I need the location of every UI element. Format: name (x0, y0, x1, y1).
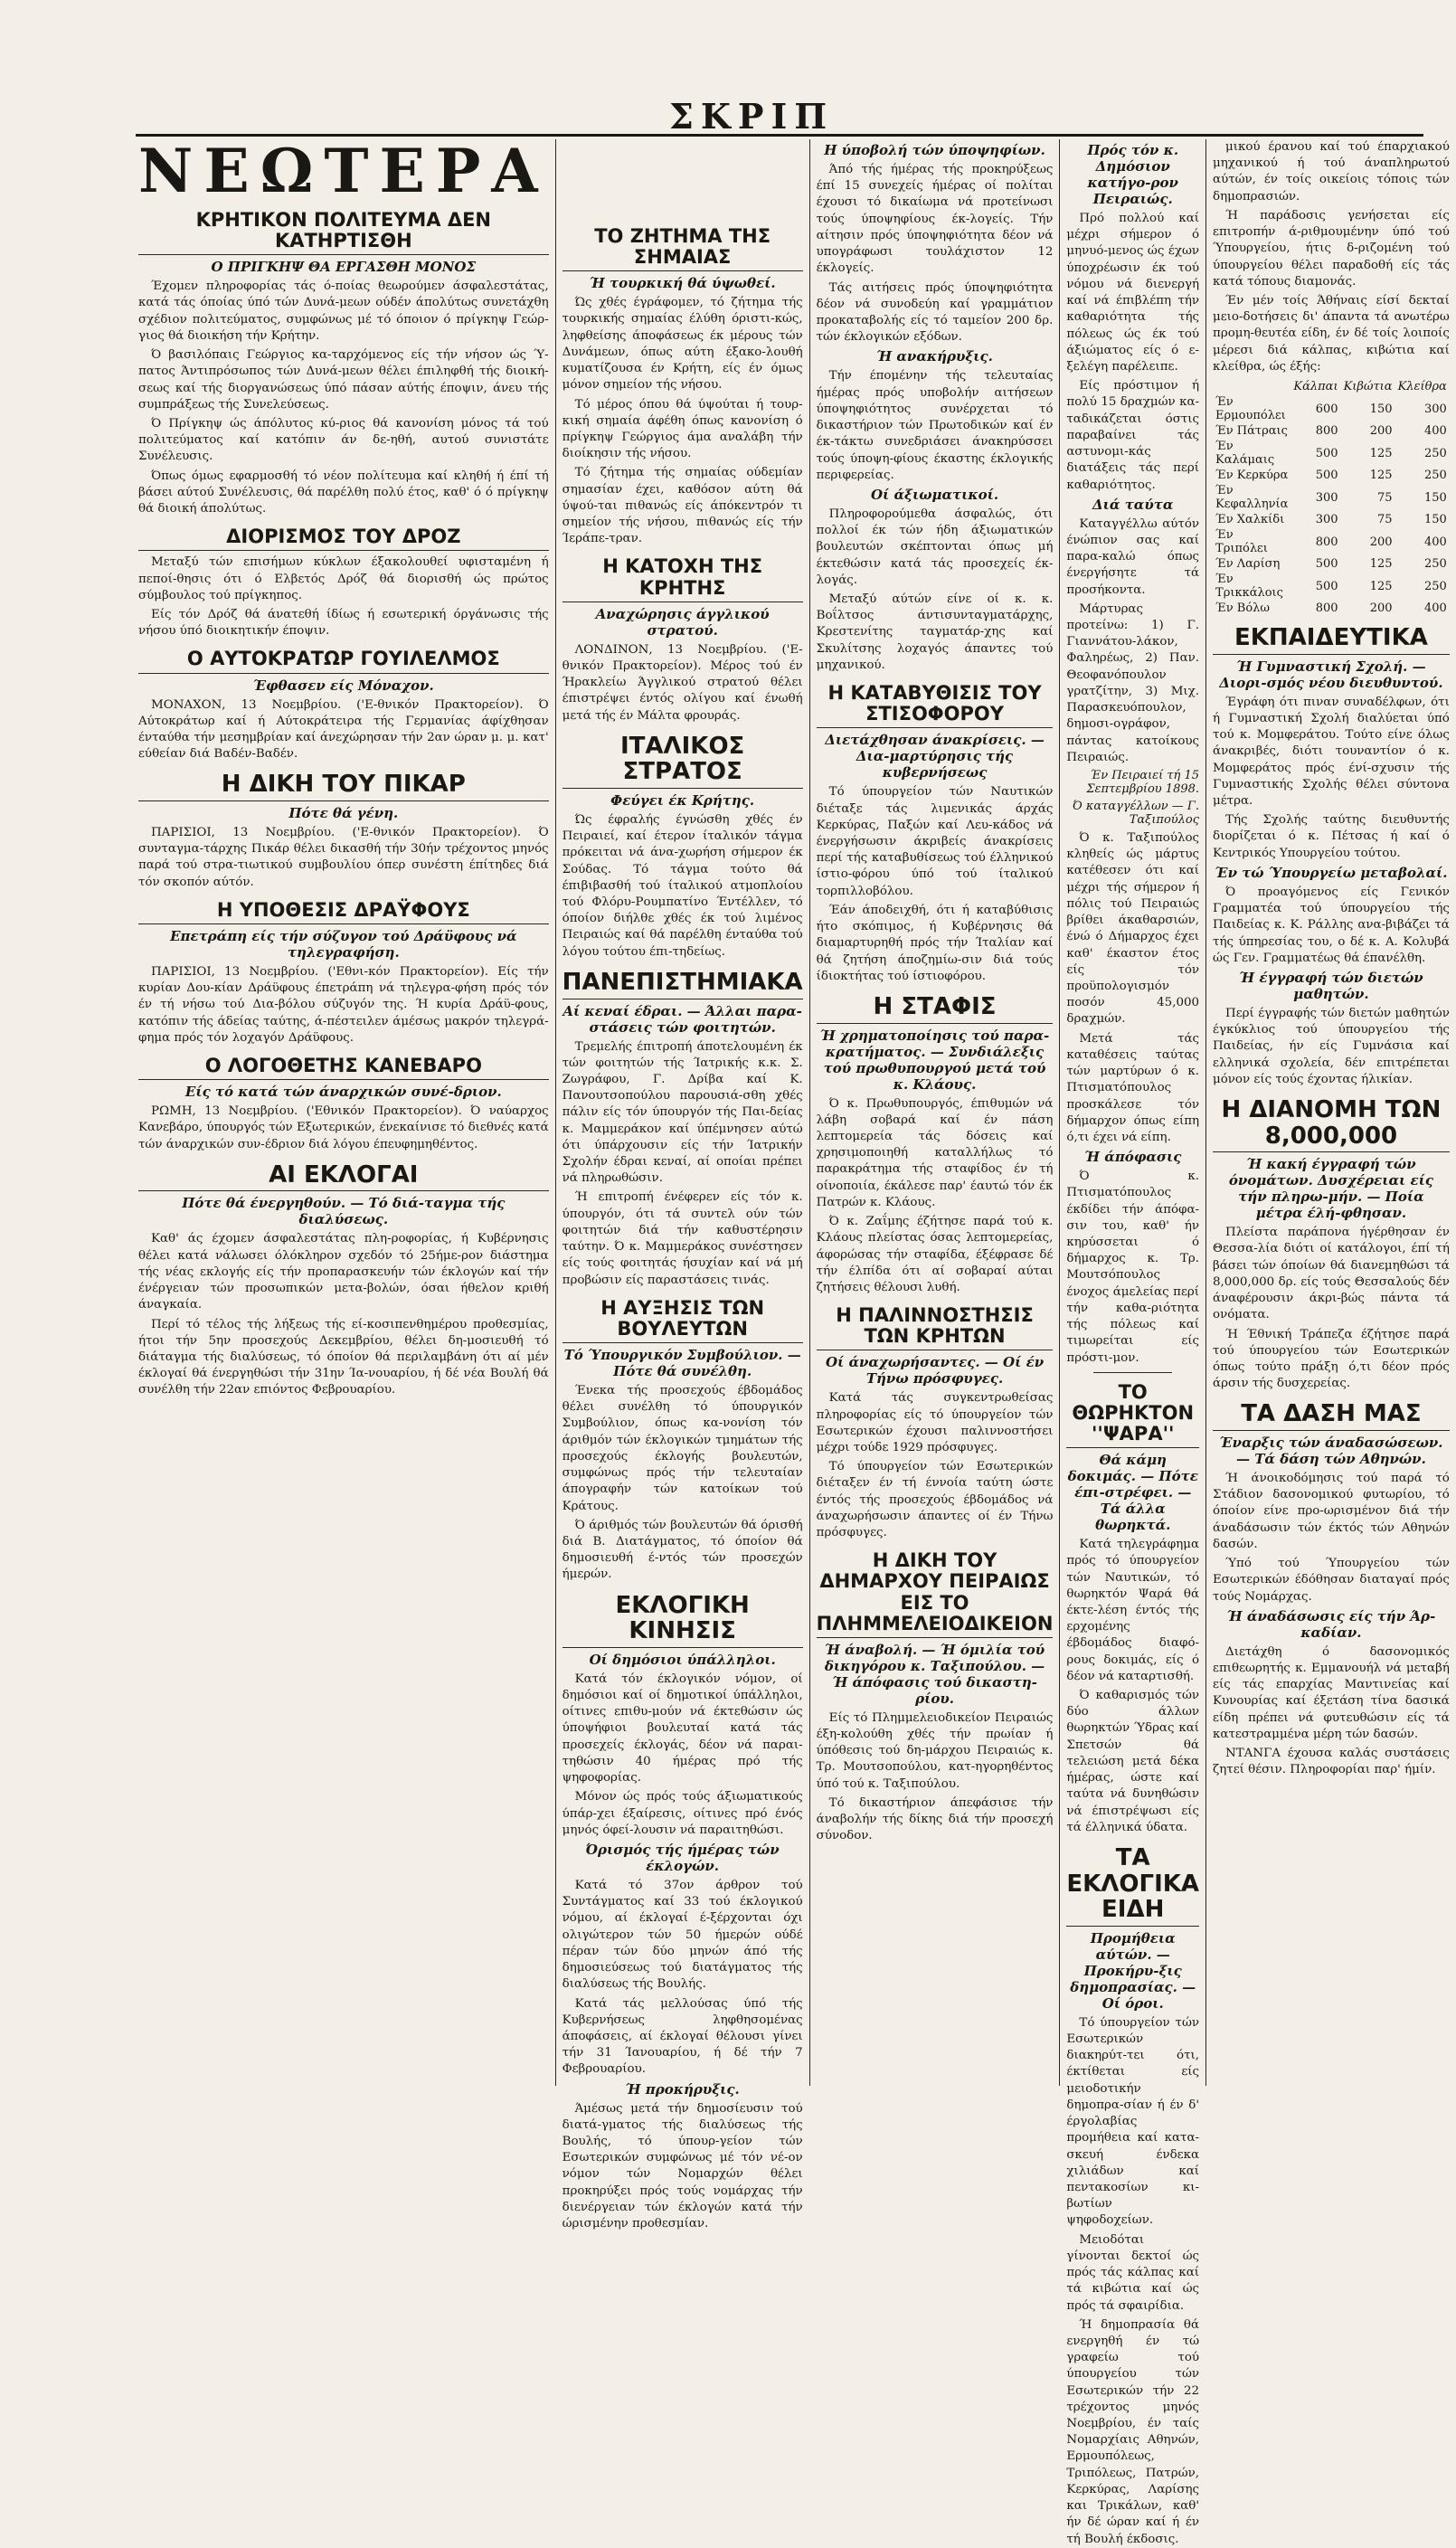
table-cell: 400 (1424, 535, 1447, 549)
paragraph: Τό ύπουργείον τών Εσωτερικών διακηρύτ-τει ότι, έκτίθεται είς μειοδοτικήν δημοπρα-σίαν ή έν δ' έργολαβίας προμήθεια καί κατα-σκευή ένδεκα χιλιάδων καί πεντακοσίων κι-βωτίων ψηφοδοχείων. (1066, 2015, 1200, 2228)
headline-repatriation: Η ΠΑΛΙΝΝΟΣΤΗΣΙΣ ΤΩΝ ΚΡΗΤΩΝ (817, 1305, 1054, 1350)
subhead: Όρισμός τής ήμέρας τών έκλογών. (585, 1841, 780, 1874)
table-cell: 300 (1315, 490, 1338, 505)
subhead: Ή τουρκική θά ύψωθεί. (589, 275, 776, 292)
paragraph: Ό κ. Πτισματόπουλος έκδίδει τήν άπόφα-σιν του, καθ' ήν κηρύσσεται ό δήμαρχος κ. Τρ. Μουτσόπουλος ένοχος άμελείας περί τήν καθα-ριότητα τής πόλεως καί τιμωρείται είς πρόστι-μον. (1066, 1170, 1200, 1365)
paragraph: Ύπό τού Ύπουργείου τών Εσωτερικών έδόθησαν διαταγαί πρός τούς Νομάρχας. (1213, 1557, 1450, 1604)
paragraph: Ώς έφραλής έγνώσθη χθές έν Πειραιεί, καί έτερον ίταλικόν τάγμα πρόκειται νά άνα-χωρήση σήμερον έκ Σούδας. Τό τάγμα τούτο θά έπιβιβασθή τού ίταλικού ατμοπλοίου τού Φλόρυ-Ρουμπατίνο Έντέλλεν, τό όποίον διήλθε χθές έκ τού λιμένος Πειραιώς καί θά παρέλθη ένταύθα τού λόγου τούτου έπι-τηδείως. (562, 812, 803, 959)
paragraph: Τό μέρος όπου θά ύψούται ή τουρ-κική σημαία άφέθη όπως κανονίση ό πρίγκηψ Γεώργιος άμα αναλάβη τήν διοίκησιν τής νήσου. (562, 397, 803, 461)
table-cell: Έν Χαλκίδι (1215, 513, 1285, 527)
paragraph: Πρό πολλού καί μέχρι σήμερον ό μηνυό-μενος ώς έχων ύποχρέωσιν έκ τού νόμου νά διενεργή καί νά έπιβλέπη τήν καθαριότητα τής πόλεως ώς έκ τού άξιώματος είς ό ε-ξελέγη παρέλειπε. (1066, 212, 1200, 374)
table-cell: 400 (1424, 601, 1447, 616)
table-header-row (1213, 379, 1450, 394)
paragraph: Τρεμελής έπιτροπή άποτελουμένη έκ τών φοιτητών τής Ίατρικής κ.κ. Σ. Ζωγράφου, Γ. Δρίβα καί Κ. Πανουτσοπούλου παρουσιά-σθη χθές πάλιν είς τόν ύπουργόν τής Παι-δείας κ. Μαμμεράκον καί ύπέμνησεν αύτώ ότι ύπάρχουσιν είς τήν Ίατρικήν Σχολήν έδραι κεναί, αί οποίαι πρέπει νά πληρωθώσιν. (562, 1039, 803, 1186)
paragraph: μικού έρανου καί τού έπαρχιακού μηχανικού ή τού άναπληρωτού αύτών, έν τοίς οικείοις τόποις τών δημοπρασιών. (1213, 140, 1450, 204)
table-cell: 150 (1424, 513, 1447, 527)
paragraph: Άπό τής ήμέρας τής προκηρύξεως έπί 15 συνεχείς ήμέρας οί πολίται έχουσι τό δικαίωμα νά προτείνωσι τούς ύποψηφίους έκ-λογείς. Τήν αίτησιν πρός ύποψηφιότητα δέον νά υπογράφωσι τουλάχιστον 12 έκλογείς. (816, 163, 1054, 276)
paragraph: ΠΑΡΙΣΙΟΙ, 13 Νοεμβρίου. ('Ε-θνικόν Πρακτορείον). Ό συνταγμα-τάρχης Πικάρ θέλει δικασθή τήν 30ήν τρέχοντος μηνός παρά τού στρα-τιωτικού συμβουλίου όπερ συνέστη έπίτηδες διά τόν σκοπόν αύτόν. (138, 826, 549, 889)
headline-psara: ΤΟ ΘΩΡΗΚΤΟΝ ''ΨΑΡΑ'' (1066, 1382, 1199, 1448)
paragraph: Έγράφη ότι πιναν συναδέλφων, ότι ή Γυμναστική Σχολή διαλύεται ύπό τού κ. Μομφεράτου. Τούτο είνε όλως άνακριβές, διότι τουναντίον ό κ. Μομφεράτος πρός ένί-σχυσιν τής Γυμναστικής Σχολής θέλει σύντονα μέτρα. (1213, 695, 1450, 808)
paragraph: Μετά τάς καταθέσεις ταύτας τών μαρτύρων ό κ. Πτισματόπουλος προσκάλεσε τόν δήμαρχον όπως είπη ό,τι έχει νά είπη. (1066, 1031, 1200, 1144)
table-header: Κλείθρα (1397, 380, 1447, 394)
table-cell: Έν Τριπόλει (1215, 528, 1268, 556)
signature: Ό καταγγέλλων — Γ. Ταξιπούλος (1072, 800, 1200, 827)
table-cell: 125 (1369, 579, 1393, 593)
subhead: Έφθασεν είς Μόναχον. (252, 677, 434, 694)
table-row (1213, 439, 1450, 468)
subhead: Τό Ύπουργικόν Συμβούλιον. — Πότε θά συνέλθη. (563, 1346, 801, 1379)
subhead: Διετάχθησαν άνακρίσεις. — Δια-μαρτύρησις τής κυβερνήσεως (825, 732, 1045, 781)
table-row (1213, 572, 1450, 601)
table-cell: 300 (1315, 513, 1338, 527)
paragraph: Ή παράδοσις γενήσεται είς επιτροπήν ά-ριθμουμένην ύπό τού Ύπουργείου, ήτις δ-ριζομένη τού ύπουργείου θέλει παραδοθή είς τάς κατά τόπους διαμονάς. (1213, 208, 1450, 289)
paragraph: Τής Σχολής ταύτης διευθυντής διορίζεται ό κ. Πέτσας ή καί ό Κεντρικός Υπουργείου τούτου. (1213, 813, 1450, 860)
paragraph: Είς τό Πλημμελειοδικείον Πειραιώς έξη-κολούθη χθές τήν πρωίαν ή ύπόθεσις τού δη-μάρχου Πειραιώς κ. Τρ. Μουτσοπούλου, κατ-ηγορηθέντος ύπό τού κ. Ταξιπούλου. (816, 1710, 1054, 1791)
table-cell: 75 (1377, 513, 1393, 527)
subhead: Αναχώρησις άγγλικού στρατού. (595, 605, 770, 639)
table-cell: 800 (1315, 601, 1338, 616)
paragraph: Άμέσως μετά τήν δημοσίευσιν τού διατά-γματος τής διαλύσεως τής Βουλής, τό ύπουρ-γείον τών Εσωτερικών συμφώνως μέ τόν νέ-ον νόμον τών Νομαρχών θέλει προκηρύξει πρός τούς νομάρχας τήν διενέργειαν τών έκλογών κατά τήν ώρισμένην προθεσμίαν. (562, 2101, 803, 2231)
paragraph: Ό κ. Ζαΐμης έζήτησε παρά τού κ. Κλάους πλείστας όσας λεπτομερείας, άφορώσας τήν σταφίδα, έξέφρασε δέ τήν έλπίδα ότι αί σοβαραί αύται ζητήσεις θέλουσι λυθή. (816, 1215, 1054, 1294)
column-1 (132, 136, 556, 2086)
table-header (1213, 379, 1291, 394)
table-cell: 300 (1424, 402, 1447, 416)
subhead: Πότε θά γένη. (288, 805, 399, 821)
table-row (1213, 601, 1450, 616)
subhead: Ή άναδάσωσις είς τήν Άρ-καδίαν. (1226, 1607, 1436, 1641)
subhead: Πότε θά ένεργηθούν. — Τό διά-ταγμα τής διαλύσεως. (182, 1195, 506, 1228)
paragraph: Ή επιτροπή ένέφερεν είς τόν κ. ύπουργόν, ότι τά συντελ ούν τών φοιτητών διά τήν καθυστέρησιν ταύτην. Ό κ. Μαμμεράκος συνέστησεν είς τούς φοιτητάς ήσυχίαν καί νά μή προβώσιν είς παραστάσεις τινάς. (562, 1190, 803, 1287)
table-row (1213, 527, 1450, 556)
columns (132, 136, 1450, 2546)
subhead: Προμήθεια αύτών. — Προκήρυ-ξις δημοπρασίας. — Οί όροι. (1070, 1929, 1196, 2012)
headline-university: ΠΑΝΕΠΙΣΤΗΜΙΑΚΑ (563, 970, 803, 999)
subhead: Έν τώ Ύπουργείω μεταβολαί. (1215, 864, 1448, 881)
paragraph: Έν μέν τοίς Άθήναις είσί δεκταί μειο-δοτήσεις δι' άπαντα τά ανωτέρω προμη-θευτέα είδη, έν δέ τοίς λοιποίς μέρεσι διά κάλπας, κιβώτια καί κλείθρα, ώς έξής: (1213, 293, 1450, 374)
paragraph: ΡΩΜΗ, 13 Νοεμβρίου. ('Εθνικόν Πρακτορείον). Ό ναύαρχος Κανεβάρο, ύπουργός τών Εξωτερικών, ένεκαίνισε τό διεθνές κατά τών άναρχικών συν-έδριον διά λόγου έπευφημηθέντος. (138, 1104, 549, 1151)
subhead: Ή ανακήρυξις. (876, 348, 993, 365)
paragraph: ΜΟΝΑΧΟΝ, 13 Νοεμβρίου. ('Ε-θνικόν Πρακτορείον). Ό Αύτοκράτωρ καί ή Αύτοκράτειρα τής Γερμανίας άφίχθησαν ένταύθα τήν μεσημβρίαν καί άνεχώρησαν τήν 2αν ώραν μ. μ. κατ' εύθείαν διά Βαδέν-Βαδέν. (138, 697, 549, 762)
subhead: Πρός τόν κ. Δημόσιον κατήγο-ρον Πειραιώς. (1087, 142, 1179, 207)
paragraph: Περί τό τέλος τής λήξεως τής εί-κοσιπενθημέρου προθεσμίας, ήτοι τήν 5ην προσεχούς Δεκεμβρίου, θέλει δη-μοσιευθή τό διάταγμα τής διαλύσεως, τό όποίον θά περιλαμβάνη ότι αί μέν έκλογαί θά ένεργηθώσι τήν 31ην Ία-νουαρίου, ή δέ νέα Βουλή θά συνέλθη τήν 22αν επιόντος Φεβρουαρίου. (138, 1317, 549, 1397)
paragraph: Τήν έπομένην τής τελευταίας ήμέρας πρός υποβολήν αιτήσεων ύποψηφιότητος συνέρχεται τό δικαστήριον τών Πρωτοδικών καί έν έκ-τάκτω συνεδριάσει άνακηρύσσει τούς ύποψη-φίους έκαστης έκλογικής περιφερείας. (816, 369, 1054, 482)
headline-distribution: Η ΔΙΑΝΟΜΗ ΤΩΝ 8,000,000 (1213, 1097, 1450, 1152)
paragraph: Τάς αιτήσεις πρός ύποψηφιότητα δέον νά συνοδεύη καί γραμμάτιον προκαταβολής είς τό ταμείον 200 δρ. τών έκλογικών εξόδων. (816, 280, 1054, 345)
headline-deputies: Η ΑΥΞΗΣΙΣ ΤΩΝ ΒΟΥΛΕΥΤΩΝ (563, 1298, 803, 1343)
column-3 (810, 139, 1061, 2086)
paragraph: Ένεκα τής προσεχούς έβδομάδος θέλει συνέλθη τό ύπουργικόν Συμβούλιον, όπως κα-νονίση τόν άριθμόν τών έκλογικών τμημάτων τής προσεχούς έκλογής βουλευτών, συμφώνως πρός τήν τελευταίαν άπογραφήν τών κατοίκων τού Κράτους. (562, 1383, 803, 1513)
table-cell: Έν Καλάμαις (1215, 440, 1275, 468)
table-header: Κιβώτια (1343, 380, 1393, 394)
paragraph: Είς πρόστιμον ή πολύ 15 δραχμών κα-ταδικάζεται όστις παραβαίνει τάς αστυνομι-κάς διατάξεις τάς περί καθαριότητος. (1066, 379, 1200, 492)
table-cell: Έν Πάτραις (1215, 424, 1288, 439)
headline-mayor-trial: Η ΔΙΚΗ ΤΟΥ ΔΗΜΑΡΧΟΥ ΠΕΙΡΑΙΩΣ ΕΙΣ ΤΟ ΠΛΗΜΜΕΛΕΙΟΔΙΚΕΙΟΝ (817, 1550, 1054, 1637)
table-cell: Έν Βόλω (1215, 601, 1270, 616)
paragraph: Ή Έθνική Τράπεζα έζήτησε παρά τού ύπουργείου τών Εσωτερικών όπως τούτο πράξη ό,τι δέον πρός άρσιν τής δυσχερείας. (1213, 1327, 1450, 1391)
subhead: Ή έγγραφή τών διετών μαθητών. (1239, 969, 1423, 1002)
paragraph: Μεταξύ αύτών είνε οί κ. κ. Βοΐλτσος άντισυνταγματάρχης, Κρεστενίτης ταγματάρ-χης καί Σκυλίτσης λοχαγός άπαντες τού μηχανικού. (816, 592, 1054, 672)
subhead: Ή Γυμναστική Σχολή. — Διορι-σμός νέου διευθυντού. (1219, 658, 1443, 691)
table-cell: 500 (1315, 579, 1338, 593)
table-cell: 250 (1424, 446, 1447, 460)
paragraph: Ό Πρίγκηψ ώς άπόλυτος κύ-ριος θά κανονίση μόνος τά τού πολιτεύματος καί κατόπιν άν δε-ηθή, αυτού συνιστάτε Συνέλευσις. (138, 416, 549, 464)
paragraph: ΛΟΝΔΙΝΟΝ, 13 Νοεμβρίου. ('Ε-θνικόν Πρακτορείον). Μέρος τού έν Ήρακλείω Άγγλικού στρατού θέλει έπιστρέψει έντός ολίγου καί ένωθή μετά τής έν Μάλτα φρουράς. (562, 642, 803, 723)
paragraph: Μειοδόται γίνονται δεκτοί ώς πρός τάς κάλπας καί τά κιβώτια καί ώς πρός τά σφαιρίδια. (1066, 2232, 1200, 2313)
paragraph: Ό κ. Πρωθυπουργός, έπιθυμών νά λάβη σοβαρά καί έν πάση λεπτομερεία τάς δόσεις καί χρησιμοποιηθή καταλλήλως τό παρακράτημα τής σταφίδος έν τή οίνοποιία, έκάλεσε παρ' έαυτώ τόν έκ Πατρών κ. Κλάους. (816, 1096, 1054, 1209)
subhead: Έναρξις τών άναδασώσεων. — Τά δάση τών Αθηνών. (1219, 1435, 1443, 1467)
subhead: Ή κακή έγγραφή τών όνομάτων. Δυσχέρειαι είς τήν πληρω-μήν. — Ποία μέτρα έλή-φθησαν. (1228, 1156, 1434, 1222)
paragraph: Τό ύπουργείον τών Εσωτερικών διέταξεν έν τή έννοία ταύτη ώστε έντός τής προσεχούς έβδομάδος νά άναχωρήσωσιν άπαντες οί έν Τήνω πρόσφυγες. (816, 1460, 1054, 1540)
subhead: Φεύγει έκ Κρήτης. (610, 791, 755, 809)
paragraph: ΠΑΡΙΣΙΟΙ, 13 Νοεμβρίου. ('Εθνι-κόν Πρακτορείον). Είς τήν κυρίαν Δου-κίαν Δράϋφους έπετράπη νά τηλεγρα-φήση πρός τόν έν τή νήσω τού Δια-βόλου σύζυγόν της. Ή κυρία Δράϋ-φους, κατόπιν τής άδείας ταύτης, ά-πέστειλεν άμέσως μακρόν τηλεγρά-φημα πρός τόν λοχαγόν Δράϋφους. (138, 964, 549, 1045)
subhead: Επετράπη είς τήν σύζυγον τού Δράϋφους νά τηλεγραφήση. (170, 927, 517, 961)
table-cell: 800 (1315, 424, 1338, 439)
dateline: Έν Πειραιεί τή 15 Σεπτεμβρίου 1898. (1086, 769, 1200, 796)
divider (1093, 1372, 1172, 1373)
paragraph: Διετάχθη ό δασονομικός επιθεωρητής κ. Εμμανουήλ νά μεταβή είς τάς επαρχίας Μαντινείας καί Κυνουρίας καί έξετάση τίνα δασικά είδη πρέπει νά φυτευθώσιν είς τά κατεστραμμένα μέρη τών δασών. (1213, 1644, 1450, 1741)
table-cell: 800 (1315, 535, 1338, 549)
subhead: Θά κάμη δοκιμάς. — Πότε έπι-στρέφει. — Τά άλλα θωρηκτά. (1067, 1452, 1198, 1534)
table-cell: 500 (1315, 446, 1338, 460)
classified-ad: ΝΤΑΝΓΑ έχουσα καλάς συστάσεις ζητεί θέσιν. Πληροφορίαι παρ' ήμίν. (1213, 1747, 1450, 1777)
table-row (1213, 512, 1450, 527)
paragraph: Ό προαγόμενος είς Γενικόν Γραμματέα τού ύπουργείου τής Παιδείας κ. Κ. Ράλλης ανα-βιβάζει τά τής ύπηρεσίας του, ο δέ κ. Α. Κολυβά ώς Γεν. Γραμματέως θά έπανέλθη. (1213, 885, 1450, 965)
column-2 (556, 139, 810, 2231)
paragraph: Τό δικαστήριον άπεφάσισε τήν άναβολήν τής δίκης διά τήν προσεχή σύνοδον. (816, 1795, 1054, 1843)
headline-droz: ΔΙΟΡΙΣΜΟΣ ΤΟΥ ΔΡΟΖ (138, 526, 549, 551)
subhead: Διά ταύτα (1092, 496, 1174, 513)
subhead: Είς τό κατά τών άναρχικών συνέ-δριον. (184, 1084, 502, 1101)
paragraph: Είς τόν Δρόζ θά άνατεθή ίδίως ή εσωτερική όργάνωσις τής νήσου ύπό διοικητικήν έποψιν. (138, 608, 549, 639)
table-row (1213, 394, 1450, 423)
paragraph: Ώς χθές έγράφομεν, τό ζήτημα τής τουρκικής σημαίας έλύθη όριστι-κώς, ληφθείσης άποφάσεως έκ μέρους τών Δυνάμεων, όπως αύτη έξακο-λουθή κυματίζουσα έν Κρήτη, είς έν όμως μόνον σημείον τής νήσου. (562, 296, 803, 393)
table-cell: 250 (1424, 557, 1447, 572)
table-cell: 400 (1424, 424, 1447, 439)
table-cell: 250 (1424, 579, 1447, 593)
headline-election-supplies: ΤΑ ΕΚΛΟΓΙΚΑ ΕΙΔΗ (1066, 1845, 1199, 1927)
paragraph: Ή δημοπρασία θά ενεργηθή έν τώ γραφείω τού ύπουργείου τών Εσωτερικών τήν 22 τρέχοντος μηνός Νοεμβρίου, έν ταίς Νομαρχίαις Αθηνών, Ερμουπόλεως, Τριπόλεως, Πατρών, Κερκύρας, Λαρίσης και Τρικάλων, καθ' ήν δέ ώραν καί ή έν τή Βουλή έκδοσις. (1066, 2317, 1200, 2546)
table-row (1213, 468, 1450, 483)
subhead: Οί άναχωρήσαντες. — Οί έν Τήνω πρόσφυγες. (825, 1354, 1045, 1388)
table-row (1213, 483, 1450, 512)
table-header: Κάλπαι (1293, 380, 1338, 394)
paragraph: Ό κ. Ταξιπούλος κληθείς ώς μάρτυς κατέθεσεν ότι καί μέχρι τής σήμερον ή πόλις τού Πειραιώς βρίθει άκαθαρσιών, ένώ ό Δήμαρχος έχει καθ' έκαστον έτος είς τόν προϋπολογισμόν ποσόν 45,000 δραχμών. (1066, 831, 1200, 1027)
headline-canevaro: Ο ΛΟΓΟΘΕΤΗΣ ΚΑΝΕΒΑΡΟ (138, 1056, 549, 1080)
table-row (1213, 556, 1450, 572)
table-cell: 125 (1369, 446, 1393, 460)
paragraph: Καθ' άς έχομεν άσφαλεστάτας πλη-ροφορίας, ή Κυβέρνησις θέλει κατά νάλωσει όλόκληρον σχεδόν τό 25ήμε-ρον διάστημα τής νέας εκλογής είς τήν προπαρασκευήν τών έκλογών καί τήν ένέργειαν τών προσωπικών μετα-βολών, όσαι ήθελον κριθή άναγκαία. (138, 1232, 549, 1312)
paragraph: Κατά τάς συγκεντρωθείσας πληροφορίας είς τό ύπουργείον τών Εσωτερικών έχουσι παλιννοστήσει μέχρι τούδε 1929 πρόσφυγες. (816, 1391, 1054, 1454)
subhead: Ή άναβολή. — Ή όμιλία τού δικηγόρου κ. Ταξιπούλου. — Ή άπόφασις τού δικαστη-ρίου. (824, 1641, 1045, 1707)
headline-dreyfus: Η ΥΠΟΘΕΣΙΣ ΔΡΑΫΦΟΥΣ (138, 900, 549, 924)
table-cell: 500 (1315, 557, 1338, 572)
section-title: ΝΕΩΤΕΡΑ (138, 136, 549, 206)
paragraph: Κατά τόν έκλογικόν νόμον, οί δημόσιοι καί οί δημοτικοί ύπάλληλοι, οίτινες επιθυ-μούν νά έκτεθώσιν ώς ύποψήφιοι βουλευταί κατά τάς προσεχείς έκλογάς, δέον νά παραι-τηθώσιν 40 ήμέρας πρό τής ψηφοφορίας. (562, 1672, 803, 1785)
headline-elections: ΑΙ ΕΚΛΟΓΑΙ (138, 1162, 549, 1192)
column-4 (1060, 139, 1206, 2546)
paragraph: Κατά τάς μελλούσας ύπό τής Κυβερνήσεως ληφθησομένας άποφάσεις, αί έκλογαί θέλουσι γίνει τήν 31 Ίανουαρίου, ή δέ τήν 7 Φεβρουαρίου. (562, 1996, 803, 2077)
paragraph: Ό βασιλόπαις Γεώργιος κα-ταρχόμενος είς τήν νήσον ώς Ύ-πατος Άντιπρόσωπος τών Δυνά-μεων θέλει έπιληφθή τής διοική-σεως καί τής διοργανώσεως ύπό πάσαν αύτής έποψιν, άνευ τής συμπράξεως τής Συνελεύσεως. (138, 348, 549, 412)
paragraph: Μόνον ώς πρός τούς άξιωματικούς ύπάρ-χει έξαίρεσις, οίτινες πρό ένός μηνός όφεί-λουσιν νά παραιτηθώσι. (562, 1790, 803, 1837)
headline-education: ΕΚΠΑΙΔΕΥΤΙΚΑ (1213, 625, 1450, 655)
headline-flag: ΤΟ ΖΗΤΗΜΑ ΤΗΣ ΣΗΜΑΙΑΣ (563, 226, 803, 271)
paragraph: Πλείστα παράπονα ήγέρθησαν έν Θεσσα-λία διότι οί κατάλογοι, έπί τή βάσει τών όποίων θά διανεμηθώσι τά 8,000,000 δρ. είς τούς Θεσσαλούς δέν άναφέρουσιν άκρι-βώς πάντα τά ονόματα. (1213, 1226, 1450, 1322)
paragraph: Καταγγέλλω αύτόν ένώπιον σας καί παρα-καλώ όπως ένεργήσητε τά προσήκοντα. (1066, 516, 1200, 597)
paragraph: Ό άριθμός τών βουλευτών θά όρισθή διά Β. Διατάγματος, τό όποίον θά δημοσιευθή έ-ντός τών προσεχών ήμερών. (562, 1518, 803, 1582)
subhead: Οί δημόσιοι ύπάλληλοι. (589, 1651, 776, 1668)
table-cell: 250 (1424, 469, 1447, 483)
paragraph: Μάρτυρας προτείνω: 1) Γ. Γιαννάτου-λάκον, Φαληρέως, 2) Παν. Θεοφανόπουλον γρατζίτην, 3) Μιχ. Παρασκευόπουλον, δημοσι-ογράφον, πάντας κατοίκους Πειραιώς. (1066, 601, 1200, 764)
table-cell: 200 (1369, 424, 1393, 439)
table-cell: 500 (1315, 469, 1338, 483)
paragraph: Μεταξύ τών επισήμων κύκλων έξακολουθεί υφισταμένη ή πεποί-θησις ότι ό Ελβετός Δρόζ θά διορισθή ώς πρώτος σύμβουλος τού πρίγκηπος. (138, 555, 549, 602)
table-cell: 600 (1315, 402, 1338, 416)
table-cell: 200 (1369, 601, 1393, 616)
column-5 (1206, 139, 1456, 2086)
paragraph: Έάν άποδειχθή, ότι ή καταβύθισις ήτο σκόπιμος, ή Κυβέρνησις θά διαμαρτυρηθή πρός τήν Ίταλίαν καί θά ζητήση άποζημίω-σιν διά τούς ίδιοκτήτας τού ίστιοφόρου. (816, 903, 1054, 983)
subhead: Οί άξιωματικοί. (870, 486, 999, 503)
subhead: Ή άπόφασις (1084, 1149, 1182, 1166)
table-cell: 75 (1377, 490, 1393, 505)
table-cell: 150 (1424, 490, 1447, 505)
subhead: Ή προκήρυξις. (625, 2080, 740, 2098)
headline-sinking: Η ΚΑΤΑΒΥΘΙΣΙΣ ΤΟΥ ΣΤΙΣΟΦΟΡΟΥ (817, 683, 1054, 728)
subhead: Αί κεναί έδραι. — Άλλαι παρα-στάσεις τών φοιτητών. (563, 1002, 802, 1036)
table-cell: Έν Κερκύρα (1215, 469, 1289, 483)
paragraph: Κατά τό 37ον άρθρον τού Συντάγματος καί 33 τού έκλογικού νόμου, αί έκλογαί έ-ξέρχονται όχι ολιγώτερον τών 50 ήμερών ούδέ πέραν τών δύο μηνών άπό τής δημοσιεύσεως τού διατάγματος τής διαλύσεως τής Βουλής. (562, 1878, 803, 1992)
paragraph: Όπως όμως εφαρμοσθή τό νέον πολίτευμα καί κληθή ή έπί τή βάσει αύτού Συνέλευσις, θά παρέλθη πολύ έτος, καθ' ό ό πρίγκηψ θά διοική άπολύτως. (138, 469, 549, 516)
headline-forests: ΤΑ ΔΑΣΗ ΜΑΣ (1213, 1401, 1450, 1431)
headline-kaiser: Ο ΑΥΤΟΚΡΑΤΩΡ ΓΟΥΙΛΕΛΜΟΣ (138, 649, 549, 673)
paragraph: Περί έγγραφής τών διετών μαθητών έγκύκλιος τού ύπουργείου τής Παιδείας, ήν είς Γυμνάσια καί ελληνικά σχολεία, δέν επιτρέπεται μόνον είς τούς έχοντας ήλικίαν. (1213, 1006, 1450, 1086)
subhead: Ή χρηματοποίησις τού παρα-κρατήματος. — Συνδιάλεξις τού πρωθυπουργού μετά τού κ. Κλάους. (819, 1027, 1050, 1093)
headline-cretan-polity: ΚΡΗΤΙΚΟΝ ΠΟΛΙΤΕΥΜΑ ΔΕΝ ΚΑΤΗΡΤΙΣΘΗ (138, 210, 549, 255)
table-cell: 200 (1369, 535, 1393, 549)
headline-currant: Η ΣΤΑΦΙΣ (817, 994, 1054, 1024)
table-cell: Έν Τρικκάλοις (1215, 573, 1283, 601)
table-cell: 125 (1369, 557, 1393, 572)
headline-picquart: Η ΔΙΚΗ ΤΟΥ ΠΙΚΑΡ (138, 772, 549, 801)
table-cell: Έν Κεφαλληνία (1215, 484, 1289, 512)
paragraph: Κατά τηλεγράφημα πρός τό ύπουργείον τών Ναυτικών, τό θωρηκτόν Ψαρά θά έκτε-λέση έντός τής ερχομένης έβδομάδος διαφό-ρους δοκιμάς, είς ό δέον νά καταρτισθή. (1066, 1538, 1200, 1683)
table-cell: Έν Λαρίση (1215, 557, 1281, 572)
table-cell: 125 (1369, 469, 1393, 483)
masthead: ΣΚΡΙΠ (669, 96, 835, 137)
supplies-table (1213, 379, 1450, 616)
headline-occupation: Η ΚΑΤΟΧΗ ΤΗΣ ΚΡΗΤΗΣ (563, 556, 803, 601)
subhead: Η ύποβολή τών ύποψηφίων. (824, 142, 1045, 158)
table-body (1213, 394, 1450, 616)
table-row (1213, 423, 1450, 439)
paragraph: Έχομεν πληροφορίας τάς ό-ποίας θεωρούμεν άσφαλεστάτας, κατά τάς όποίας ύπό τών Δυνά-μεων ούδέν άπολύτως συνετάχθη σχέδιον πολιτεύματος, συμφώνως μέ τό όποιον ό πρίγκηψ Γεώρ-γιος θά διοικήση τήν Κρήτην. (138, 279, 549, 343)
subhead: Ο ΠΡΙΓΚΗΨ ΘΑ ΕΡΓΑΣΘΗ ΜΟΝΟΣ (211, 259, 477, 276)
paragraph: Πληροφορούμεθα άσφαλώς, ότι πολλοί έκ τών ήδη άξιωματικών βουλευτών σκέπτονται όπως μή έκτεθώσιν κατά τάς προσεχείς έκ-λογάς. (816, 507, 1054, 587)
headline-election-movement: ΕΚΛΟΓΙΚΗ ΚΙΝΗΣΙΣ (563, 1593, 803, 1648)
headline-italian-army: ΙΤΑΛΙΚΟΣ ΣΤΡΑΤΟΣ (563, 734, 803, 789)
paragraph: Ό καθαρισμός τών δύο άλλων θωρηκτών Ύδρας καί Σπετσών θά τελειώση μετά δέκα ήμέρας, ώστε καί ταύτα νά δυνηθώσιν νά έπιστρέψωσι είς τά έλληνικά ύδατα. (1066, 1689, 1200, 1834)
paragraph: Ή άνοικοδόμησις τού παρά τό Στάδιον δασονομικού φυτωρίου, τό όποίον είνε προ-ωρισμένον διά τήν άναδάσωσιν τών έκτός τών Αθηνών δασών. (1213, 1472, 1450, 1551)
table-cell: Έν Ερμουπόλει (1215, 395, 1286, 423)
paragraph: Τό ζήτημα τής σημαίας ούδεμίαν σημασίαν έχει, καθόσον αύτη θά ύψού-ται πιθανώς είς άπόκεντρόν τι σημείον τής νήσου, πιθανώς είς τήν Ίεράπε-τραν. (562, 466, 803, 546)
paragraph: Τό ύπουργείον τών Ναυτικών διέταξε τάς λιμενικάς άρχάς Κερκύρας, Παξών καί Λευ-κάδος νά ένεργήσωσιν άκριβείς άνακρίσεις περί τής καταβυθίσεως τού έλληνικού ίστιο-φόρου ύπό τού ίταλικού τορπιλλοβόλου. (816, 785, 1054, 898)
table-cell: 150 (1369, 402, 1393, 416)
